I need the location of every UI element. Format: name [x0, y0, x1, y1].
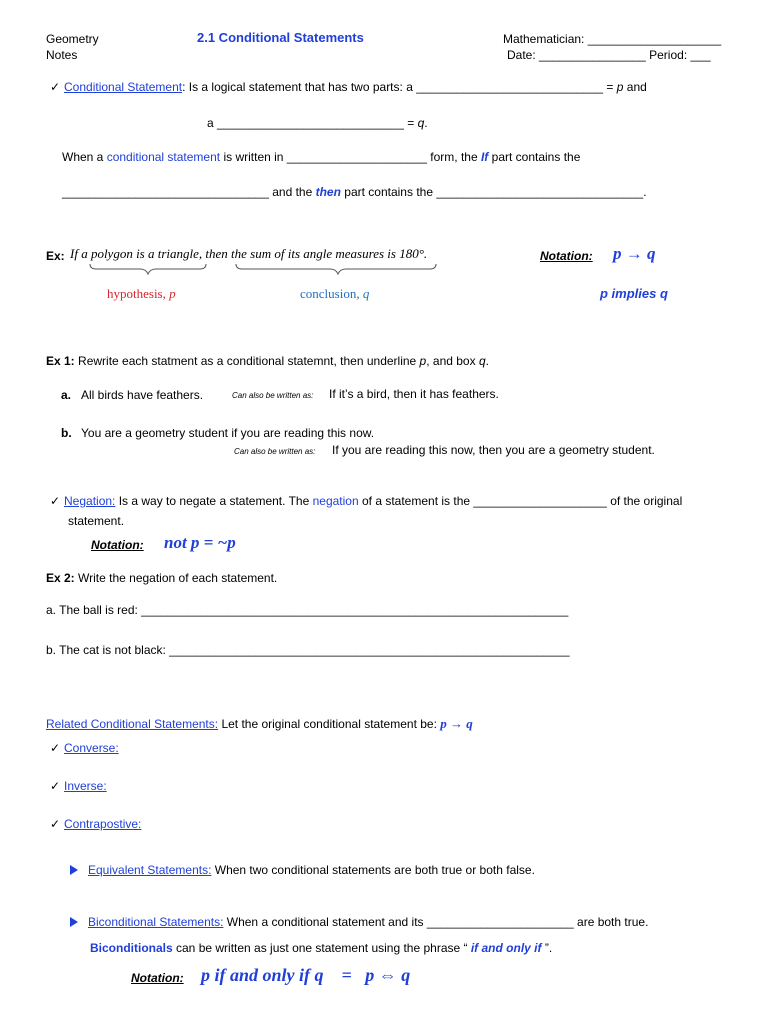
conditional-parts-line: _______________________________ and the then part contains the _______________________________.: [62, 185, 647, 199]
ex1-a-statement: All birds have feathers.: [81, 388, 204, 402]
converse-item: ✓ Converse:: [50, 741, 119, 755]
negation-definition-line2: statement.: [68, 514, 125, 528]
ex2-label: Ex 2:: [46, 571, 75, 585]
ex1-a-answer: If it’s a bird, then it has feathers.: [329, 387, 499, 401]
check-icon: ✓: [50, 817, 61, 831]
notation-label: Notation:: [540, 249, 593, 263]
equivalent-item: Equivalent Statements: When two conditional statements are both true or both false.: [70, 863, 535, 877]
conditional-definition-line2: a ____________________________ = q.: [207, 116, 428, 130]
ex1-a-letter: a.: [61, 388, 72, 402]
course-label: Geometry: [46, 32, 99, 46]
example-label: Ex:: [46, 249, 65, 263]
notes-label: Notes: [46, 48, 78, 62]
check-icon: ✓: [50, 80, 61, 94]
check-icon: ✓: [50, 741, 61, 755]
ex2-instruction: Ex 2: Write the negation of each statement.: [46, 571, 278, 585]
arrow-bullet-icon: [70, 865, 78, 875]
check-icon: ✓: [50, 494, 61, 508]
ex1-a-note: Can also be written as:: [232, 391, 314, 400]
example-sentence: If a polygon is a triangle, then the sum of its angle measures is 180°.: [70, 246, 428, 261]
biconditional-item: Biconditional Statements: When a conditional statement and its ______________________ are both true.: [70, 915, 648, 929]
ex1-instruction: Ex 1: Rewrite each statment as a conditional statemnt, then underline p, and box q.: [46, 354, 489, 368]
ex1-b-answer: If you are reading this now, then you are a geometry student.: [332, 443, 655, 457]
ex2-a[interactable]: a. The ball is red: ________________________________________________________________: [46, 603, 569, 617]
ex1-label: Ex 1:: [46, 354, 75, 368]
implies-text: p implies q: [600, 286, 668, 301]
hypothesis-brace: [90, 264, 206, 274]
check-icon: ✓: [50, 779, 61, 793]
example-braces: [88, 262, 448, 276]
biconditional-line2: Biconditionals can be written as just one statement using the phrase “ if and only if ”.: [90, 941, 553, 955]
biconditional-notation-label: Notation:: [131, 971, 184, 985]
contrapositive-item: ✓ Contrapostive:: [50, 817, 142, 831]
mathematician-field[interactable]: Mathematician: ____________________: [503, 32, 722, 46]
ex1-b-statement: You are a geometry student if you are reading this now.: [81, 426, 375, 440]
page-title: 2.1 Conditional Statements: [197, 30, 364, 45]
conditional-definition: ✓ Conditional Statement: Is a logical statement that has two parts: a ____________________________ = p and: [50, 80, 647, 94]
arrow-bullet-icon: [70, 917, 78, 927]
related-heading-line: Related Conditional Statements: Let the original conditional statement be: p → q: [46, 716, 473, 731]
negation-notation-label: Notation:: [91, 538, 144, 552]
date-period-field[interactable]: Date: ________________ Period: ___: [507, 48, 711, 62]
ex2-b[interactable]: b. The cat is not black: ____________________________________________________________: [46, 643, 570, 657]
negation-notation: not p = ~p: [164, 533, 236, 552]
conditional-form-line: When a conditional statement is written in _____________________ form, the If part contains the: [62, 150, 581, 164]
inverse-item: ✓ Inverse:: [50, 779, 107, 793]
conditional-term: Conditional Statement: [64, 80, 183, 94]
related-heading: Related Conditional Statements:: [46, 717, 219, 731]
conclusion-brace: [236, 264, 436, 274]
negation-definition: ✓ Negation: Is a way to negate a statement. The negation of a statement is the ____________________ of the original: [50, 494, 683, 508]
hypothesis-label: hypothesis, p: [107, 286, 176, 301]
implies-notation: p → q: [613, 244, 656, 263]
biconditional-notation: p if and only if q = p ⇔ q: [201, 965, 411, 985]
ex1-b-letter: b.: [61, 426, 72, 440]
ex1-b-note: Can also be written as:: [234, 447, 316, 456]
negation-term: Negation:: [64, 494, 116, 508]
conclusion-label: conclusion, q: [300, 286, 370, 301]
